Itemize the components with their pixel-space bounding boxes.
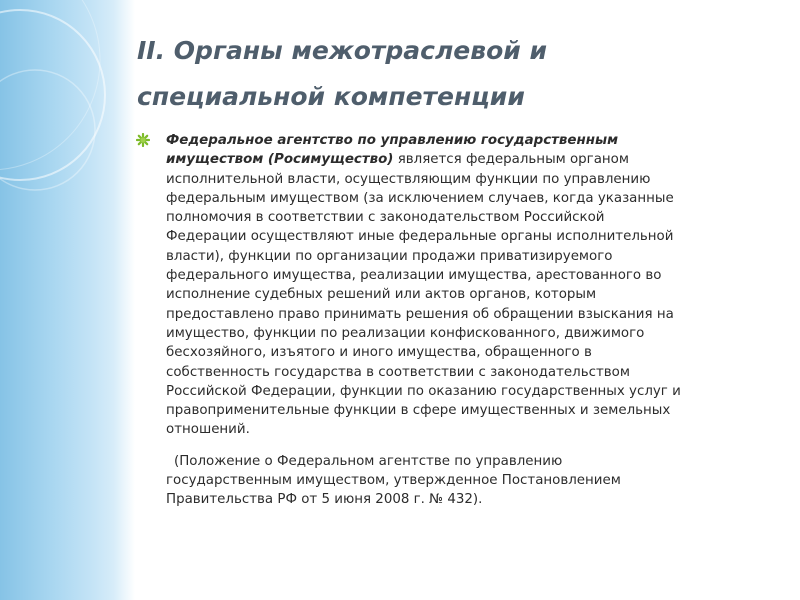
slide-title <box>137 28 777 120</box>
body-line: собственность государства в соответствии с законодательством <box>166 364 630 380</box>
body-line: Федерации осуществляют иные федеральные органы исполнительной <box>166 229 674 245</box>
body-line: исполнительной власти, осуществляющим функции по управлению <box>166 171 651 187</box>
agency-name-line-1: Федеральное агентство по управлению государственным <box>166 133 619 148</box>
agency-definition-start: является федеральным органом <box>393 152 629 168</box>
body-line: федерального имущества, реализации имущества, арестованного во <box>166 268 662 284</box>
title-line-2: специальной компетенции <box>137 82 525 111</box>
decorative-circles <box>0 0 113 600</box>
agency-name-line-2 <box>166 150 781 169</box>
note-line: (Положение о Федеральном агентстве по управлению <box>174 453 563 469</box>
body-line: федеральным имуществом (за исключением случаев, когда указанные <box>166 190 674 206</box>
body-line: правоприменительные функции в сфере имущественных и земельных <box>166 403 671 419</box>
title-line-1: II. Органы межотраслевой и <box>137 36 547 65</box>
starburst-bullet-icon <box>136 133 150 147</box>
body-text <box>166 131 781 510</box>
note-line: Правительства РФ от 5 июня 2008 г. № 432). <box>166 492 483 508</box>
body-line: отношений. <box>166 422 250 438</box>
body-line: предоставлено право принимать решения об обращении взыскания на <box>166 306 674 322</box>
note-line: государственным имуществом, утвержденное Постановлением <box>166 473 621 489</box>
body-line: исполнение судебных решений или актов органов, которым <box>166 287 597 303</box>
body-line: бесхозяйного, изъятого и иного имущества, обращенного в <box>166 345 592 361</box>
decorative-sidebar <box>0 0 113 600</box>
body-line: полномочия в соответствии с законодательством Российской <box>166 210 605 226</box>
body-line: имущество, функции по реализации конфискованного, движимого <box>166 325 645 341</box>
body-line: Российской Федерации, функции по оказанию государственных услуг и <box>166 383 681 399</box>
sidebar-fade <box>113 0 135 600</box>
body-line: власти), функции по организации продажи приватизируемого <box>166 248 613 264</box>
agency-short-name: имуществом (Росимущество) <box>166 152 394 168</box>
